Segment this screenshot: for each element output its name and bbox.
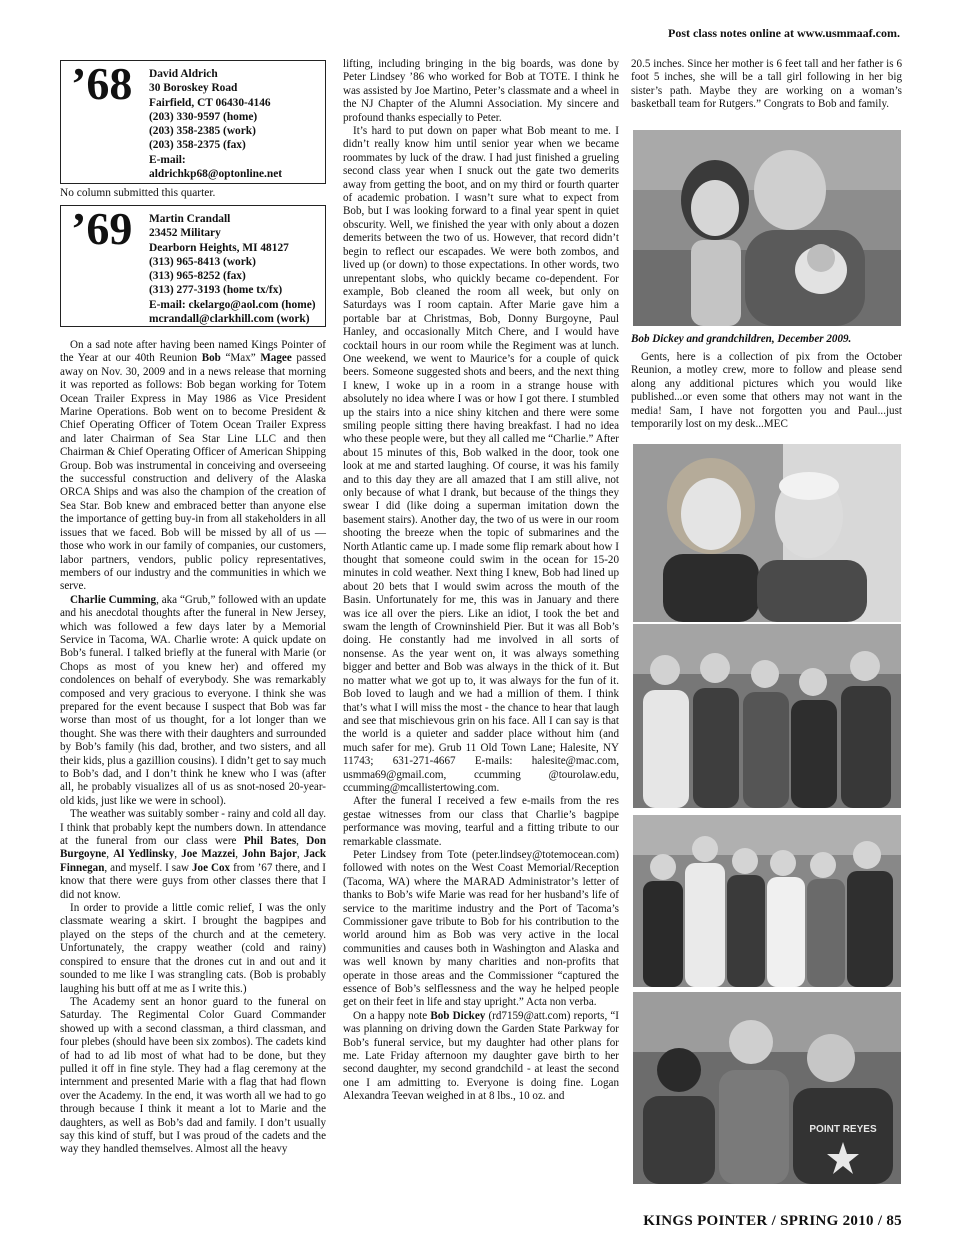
article-paragraph: Gents, here is a collection of pix from the October Reunion, a motley crew, more to follow and please send along any additional pictures which you would like published...or even some that others may not want in the media! Sam, I have not forgotten you and Paul...just temporarily lost on my desk...MEC	[631, 351, 902, 431]
article-column-2	[343, 58, 619, 1104]
photo-reunion-group-six	[633, 815, 901, 987]
phone-fax: (203) 358-2375 (fax)	[149, 139, 246, 152]
page-footer: KINGS POINTER / SPRING 2010 / 85	[643, 1213, 902, 1229]
class-year-69: ’69	[71, 203, 133, 254]
photo-2-illustration	[633, 444, 901, 622]
article-paragraph: The weather was suitably somber - rainy and cold all day. I think that probably kept the numbers down. In attendance at the funeral from our class were Phil Bates, Don Burgoyne, Al Yedlinsky, Joe Mazzei, John Bajor, Jack Finnegan, and myself. I saw Joe Cox from ’67 there, and I know that there were guys from other classes there that I did not know.	[60, 808, 327, 901]
photo-caption: Bob Dickey and grandchildren, December 2009.	[631, 333, 852, 345]
class-69-contact-box	[60, 205, 326, 327]
article-paragraph: 20.5 inches. Since her mother is 6 feet tall and her father is 6 foot 5 inches, she will be a tall girl following in her big sister’s path. Maybe they are working on a woman’s basketball team for Rutgers.” Congrats to Bob and family.	[631, 58, 902, 111]
city-line: Dearborn Heights, MI 48127	[149, 241, 289, 254]
phone-fax: (313) 965-8252 (fax)	[149, 270, 246, 283]
photo-reunion-group-five	[633, 624, 901, 808]
article-paragraph: It’s hard to put down on paper what Bob meant to me. I didn’t really know him until senior year when we became roommates by luck of the draw. I had just finished a grueling second class year when I snuck out the gate two demerits away from getting the boot, and on my third or fourth quarter of academic probation. I wasn’t sure what to expect from Bob, but I was looking forward to a final year spent in quiet obscurity. Well, we finished the year with only about a dozen demerits between the two of us. However, that record didn’t begin to reflect our escapades. We were both zombos, and lived up (or down) to those expectations. In other words, two unrepentant slobs, who quickly became co-dependent. For example, Bob cleaned the room all week, but only on Saturdays was I room captain. After Marie gave him a portable bar at Christmas, Bob, Donny Burgoyne, Paul Hanley, and occasionally Mitch Chere, and I would have cocktail hours in our room while the Regiment was at lunch. One weekend, we went to Maurice’s for a couple of quick beers. Someone suggested shots and beers, and the next thing I knew, I woke up in a room in a strange house with absolutely no idea where I was or how I got there. I stumbled up the stairs into a nice shiny kitchen and there were some smiling people sitting there having breakfast. I had no idea who these people were, but they all called me “Charlie.” After about 15 minutes of this, Bob walked in the door, took one look at me and started laughing. Of course, it was his family and to this day they are all amazed that I am still alive, not only because of what I drank, but because of the things they swear I did (like doing a superman imitation down the basement stairs). Another day, the two of us were in our room shooting the breeze when the topic of submarines and the North Atlantic came up. I made some flip remark about how I thought that someone could swim in the ocean for 15-20 minutes in cold weather. Next thing I knew, Bob had lined up about 20 bets that I would swim across the mouth of the Basin. Unfortunately for me, this was in January and there was ice all over the piers. Like an idiot, I took the bet and swam the length of Crowninshield Pier. But it was all Bob’s doing. He constantly had me involved in all sorts of nonsense. As the year went on, it was always something bigger and better and Bob was always in the thick of it. But no matter what we got up to, it was always for the fun of it. Bob loved to laugh and we had a million of them. I think that’s what I will miss the most - the chance to hear that laugh and see that mischievous grin on his face. All I can say is that the world is a quieter and sadder place without him (and much safer for me). Grub 11 Old Town Lane; Halesite, NY 11743; 631-271-4667 E-mails: halesite@mac.com, usmma69@gmail.com, ccumming @tourolaw.edu, ccumming@mcallistertowing.com.	[343, 125, 619, 794]
address-line: 30 Boroskey Road	[149, 82, 238, 95]
photo-4-illustration	[633, 815, 901, 987]
email-work: mcrandall@clarkhill.com (work)	[149, 313, 310, 326]
class-68-contact-box	[60, 60, 326, 184]
article-paragraph: On a happy note Bob Dickey (rd7159@att.com) reports, “I was planning on driving down the Garden State Parkway for Bob’s funeral service, but my daughter had other plans for me. Late Friday afternoon my daughter gave birth to her second daughter, my second grandchild - at least the second one I am admitting to. Everyone is doing fine. Logan Alexandra Teevan weighed in at 8 lbs., 10 oz. and	[343, 1009, 619, 1103]
address-line: 23452 Military	[149, 227, 221, 240]
article-column-3-bottom	[631, 351, 902, 431]
city-line: Fairfield, CT 06430-4146	[149, 96, 271, 109]
phone-work: (313) 965-8413 (work)	[149, 255, 256, 268]
article-paragraph: lifting, including bringing in the big boards, was done by Peter Lindsey ’86 who worked for Bob at TOTE. I think he was assisted by Joe Martino, Peter’s classmate and a wheel in the NJ Chapter of the Alumni Association. My sincere and profound thanks especially to Peter.	[343, 58, 619, 124]
photo-bob-dickey-grandchildren	[633, 130, 901, 326]
phone-work: (203) 358-2385 (work)	[149, 125, 256, 138]
article-paragraph: Peter Lindsey from Tote (peter.lindsey@totemocean.com) followed with notes on the West Coast Memorial/Reception (Tacoma, WA) where the MARAD Administrator’s letter of thanks to Bob’s wife Marie was read for her husband’s life of service to the maritime industry and the Port of Tacoma’s Commissioner gave tribute to Bob for his contribution to the world around him as Bob was very active in the local communities and causes both in Washington and Alaska and was well known by many charities and non-profits that operate in those areas and the Commissioner “captured the essence of Bob’s selflessness and the way he helped people get on their feet in life and stay upright.” Acta non verba.	[343, 848, 619, 1009]
article-paragraph: The Academy sent an honor guard to the funeral on Saturday. The Regimental Color Guard Commander showed up with a second classman, a third classman, and four plebes (should have been six zombos). The cadets kind of had to ad lib most of what had to be done, but they pulled it off in fine style. They had a flag ceremony at the internment and presented Marie with a flag that had flown over the Academy. In the end, it was worth all we had to go through because I think it meant a lot to Marie and the daughters, as well as Bob’s dad and family. I don’t usually say this kind of stuff, but I was proud of the cadets and the way they handled themselves. Almost all the heavy	[60, 995, 326, 1156]
online-notes-header: Post class notes online at www.usmmaaf.com.	[668, 26, 900, 40]
article-paragraph: On a sad note after having been named Kings Pointer of the Year at our 40th Reunion Bob “Max” Magee passed away on Nov. 30, 2009 and in a news release that morning it was reported as follows: Bob began working for Totem Ocean Trailer Express in May 1986 as Vice President Marine Operations. Bob went on to become President & Chief Operating Officer of Totem Ocean Trailer Express and later Chairman of Sea Star Line LLC and then Chairman & Chief Operating Officer of American Shipping Group. Bob was instrumental in conceiving and overseeing the successful construction and delivery of the Alaska ORCA Ships and was also the champion of the creation of Sea Star. Bob knew and embraced better than anyone else the importance of getting buy-in from all stakeholders in all issues that we faced. Bob will be missed by all of us — those who work in our family of companies, our customers, labor partners, vendors, public policy representatives, members of our industry and the communities in which we serve.	[60, 339, 326, 593]
email-label: E-mail:	[149, 153, 186, 166]
phone-home: (203) 330-9597 (home)	[149, 110, 258, 123]
photo-5-illustration	[633, 992, 901, 1184]
photo-3-illustration	[633, 624, 901, 808]
email-home: E-mail: ckelargo@aol.com (home)	[149, 298, 316, 311]
class-year-68: ’68	[71, 58, 133, 109]
no-column-note: No column submitted this quarter.	[60, 187, 216, 199]
photo-reunion-couple	[633, 444, 901, 622]
class-69-secretary-info	[149, 212, 316, 326]
article-paragraph: After the funeral I received a few e-mails from the res gestae witnesses from our class that Charlie’s bagpipe performance was moving, tearful and a fitting tribute to our remarkable classmate.	[343, 795, 619, 848]
secretary-name: Martin Crandall	[149, 213, 231, 225]
shirt-text: POINT REYES	[809, 1124, 877, 1135]
article-paragraph: Charlie Cumming, aka “Grub,” followed with an update and his anecdotal thoughts after the funeral in New Jersey, which was followed a few days later by a Memorial Service in Tacoma, WA. Charlie wrote: A quick update on Bob’s funeral. I talked briefly at the funeral with Marie (or Chops as most of you knew her) and offered my condolences on behalf of everybody. She was remarkably composed and very gracious to everyone. I think she was prepared for the event because I suspect that Bob was far worse than most of us thought, for a lot longer than we thought. She was there with their daughters and surrounded by Bob’s family (his dad, brother, and two sisters, and all their kids, plus a gazillion cousins). I didn’t get to say much to Bob’s dad, and I don’t think he knew who I was (after all, he probably visualizes all of us as snot-nosed 20-year-old kids, just like we were in school).	[60, 593, 326, 807]
article-column-3-top	[631, 58, 902, 112]
email-address: aldrichkp68@optonline.net	[149, 168, 283, 181]
photo-reunion-group-four	[633, 992, 901, 1184]
secretary-name: David Aldrich	[149, 68, 218, 80]
photo-1-illustration	[633, 130, 901, 326]
phone-home: (313) 277-3193 (home tx/fx)	[149, 284, 283, 297]
class-68-secretary-info	[149, 67, 282, 181]
article-paragraph: In order to provide a little comic relief, I was the only classmate wearing a skirt. I brought the bagpipes and played on the steps of the church and at the cemetery. Unfortunately, the crappy weather (cold and rainy) conspired to ensure that the drones cut in and out and it sounded to me like I was strangling cats. (Bob is probably laughing his butt off at me as I write this.)	[60, 902, 326, 995]
article-column-1	[60, 339, 326, 1157]
